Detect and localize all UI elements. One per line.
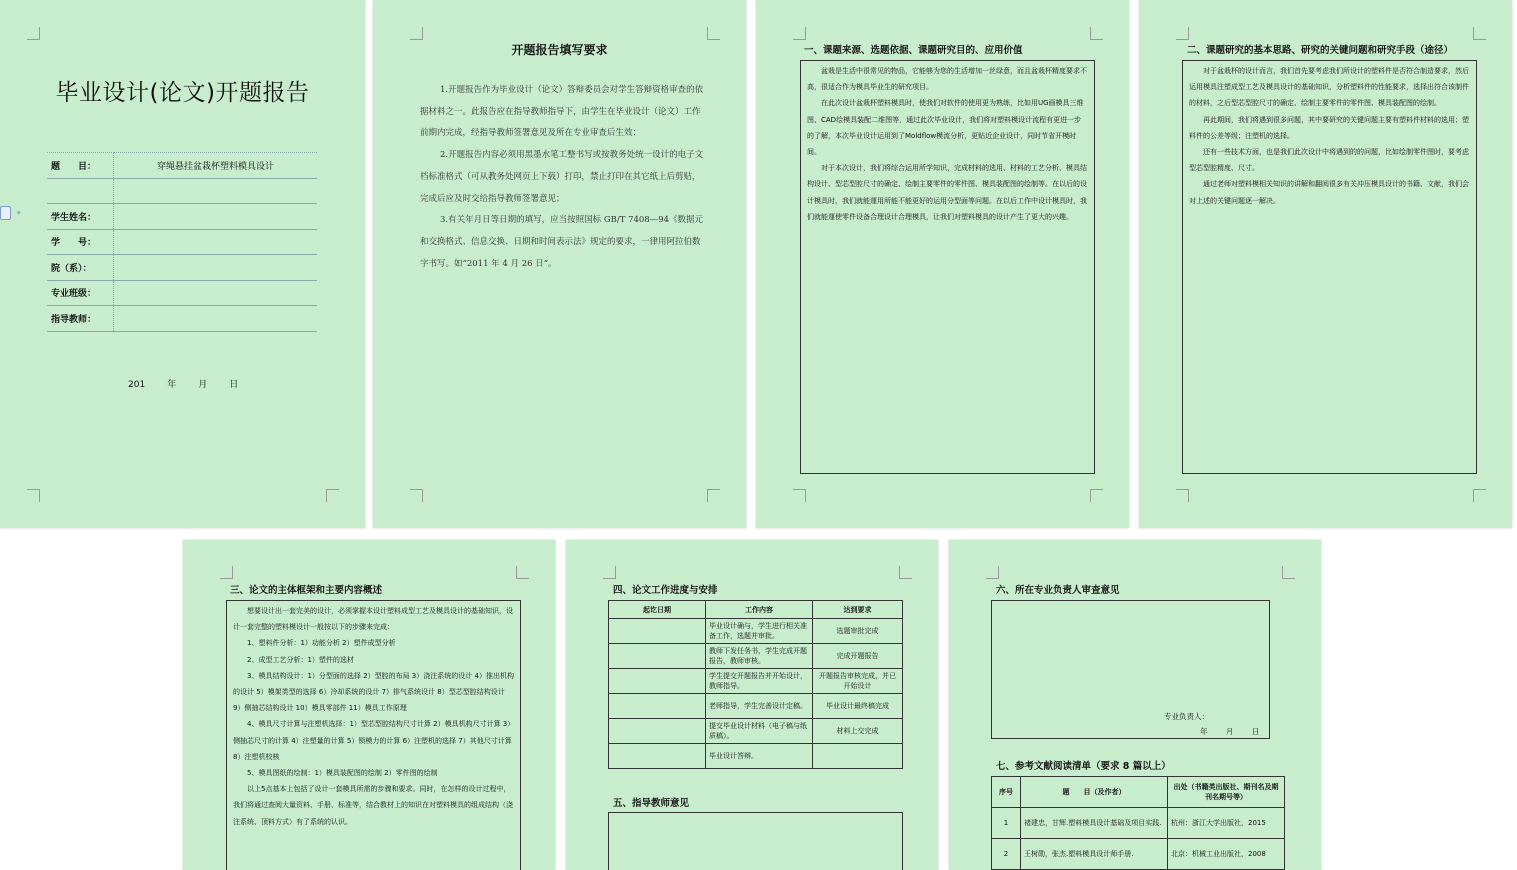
reference-source: 北京：机械工业出版社，2008 (1168, 839, 1285, 870)
page-cover (0, 0, 365, 528)
reference-source: 杭州：浙江大学出版社，2015 (1168, 808, 1285, 839)
schedule-table (608, 600, 903, 769)
section-2-title: 二、课题研究的基本思路、研究的关键问题和研究手段（途径） (1187, 45, 1454, 56)
reference-row (992, 808, 1285, 839)
schedule-goal (813, 744, 903, 769)
cover-field-value[interactable]: 穿绳悬挂盆栽杯塑料模具设计 (114, 153, 318, 179)
schedule-date (609, 669, 706, 694)
review-date: 年 月 日 (1200, 727, 1260, 736)
chevron-down-icon[interactable]: ▾ (17, 209, 21, 217)
schedule-content: 老师指导，学生完善设计定稿。 (706, 694, 813, 719)
schedule-date (609, 644, 706, 669)
cover-field-row (47, 280, 317, 306)
page-section-2 (1139, 0, 1512, 528)
report-title: 毕业设计(论文)开题报告 (55, 80, 310, 106)
cover-field-value[interactable] (114, 306, 318, 332)
col-header-no: 序号 (992, 777, 1021, 808)
crop-mark (27, 27, 40, 40)
cover-field-label (47, 178, 114, 204)
schedule-content: 毕业设计答辩。 (706, 744, 813, 769)
crop-mark (220, 566, 233, 579)
schedule-content: 学生提交开题报告并开始设计，教师指导。 (706, 669, 813, 694)
schedule-row (609, 669, 903, 694)
document-icon[interactable] (0, 206, 11, 220)
schedule-date (609, 694, 706, 719)
col-header-goal: 达到要求 (813, 601, 903, 619)
schedule-content: 教师下发任务书，学生完成开题报告，教师审核。 (706, 644, 813, 669)
crop-mark (1473, 489, 1486, 502)
cover-field-value[interactable] (114, 280, 318, 306)
cover-field-value[interactable] (114, 178, 318, 204)
schedule-content: 毕业设计确与，学生进行相关准备工作，选题并审批。 (706, 619, 813, 644)
crop-mark (793, 27, 806, 40)
schedule-date (609, 744, 706, 769)
crop-mark (516, 566, 529, 579)
page-section-1 (756, 0, 1129, 528)
crop-mark (793, 489, 806, 502)
cover-field-row (47, 204, 317, 230)
schedule-content: 提交毕业设计材料（电子稿与纸质稿）。 (706, 719, 813, 744)
cover-field-value[interactable] (114, 229, 318, 255)
crop-mark (27, 489, 40, 502)
page-section-6 (949, 540, 1321, 870)
crop-mark (326, 489, 339, 502)
schedule-goal: 开题报告审核完成，并已开始设计 (813, 669, 903, 694)
section-1-title: 一、课题来源、选题依据、课题研究目的、应用价值 (804, 45, 1023, 56)
cover-field-row (47, 229, 317, 255)
cover-field-value[interactable] (114, 204, 318, 230)
crop-mark (1176, 489, 1189, 502)
cover-field-label: 指导教师： (47, 306, 114, 332)
crop-mark (1090, 27, 1103, 40)
reference-no: 1 (992, 808, 1021, 839)
schedule-goal: 完成开题报告 (813, 644, 903, 669)
section-6-title: 六、所在专业负责人审查意见 (996, 585, 1120, 596)
section-3-box: 想要设计出一套完美的设计，必须掌握本设计塑料成型工艺及模具设计的基础知识，设计一套完整的塑料模设计一般按以下的步骤来完成： 1、塑料件分析：1）功能分析 2）塑件成型分析 2、成型工艺分析：1）塑件的选材 3、模具结构设计：1）分型面的选择 2）型腔的布局 3）浇注系统的设计 4）推出机构的设计 5）模架类型的选择 6）冷却系统的设计 7）排气系统设计 8）型芯型腔结构设计 9）侧抽芯结构设计 10）模具零部件 11）模具工作原理 4、模具尺寸计算与注塑机选择：1）型芯型腔结构尺寸计算 2）模具机构尺寸计算 3）侧抽芯尺寸的计算 4）注塑量的计算 5）锁模力的计算 6）注塑机的选择 7）其他尺寸计算 8）注塑机校核 5、模具图纸的绘制：1）模具装配图的绘制 2）零件图的绘制 以上5点基本上包括了设计一套模具所需的步骤和要求。同时，在怎样的设计过程中，我们将通过查阅大量资料、手册、标准等，结合教材上的知识在对塑料模具的组成结构（浇注系统、顶料方式）有了系统的认识。 (226, 600, 521, 870)
col-header-content: 工作内容 (706, 601, 813, 619)
crop-mark (707, 27, 720, 40)
schedule-date (609, 719, 706, 744)
crop-mark (986, 566, 999, 579)
cover-date: 201 年 月 日 (128, 380, 239, 390)
schedule-row (609, 744, 903, 769)
page-section-4 (566, 540, 938, 870)
reference-row (992, 839, 1285, 870)
schedule-row (609, 694, 903, 719)
cover-field-label: 学生姓名： (47, 204, 114, 230)
crop-mark (410, 27, 423, 40)
cover-field-row (47, 153, 317, 179)
page-section-3 (183, 540, 555, 870)
cover-info-form (47, 152, 317, 332)
crop-mark (707, 489, 720, 502)
crop-mark (1090, 489, 1103, 502)
cover-field-label: 院（系）： (47, 255, 114, 281)
advisor-opinion-box (608, 812, 903, 870)
signature-label: 专业负责人： (1164, 712, 1209, 721)
crop-mark (603, 566, 616, 579)
cover-field-row (47, 255, 317, 281)
reference-title: 褚建忠，甘辉.塑料模具设计基础及项目实践. (1021, 808, 1168, 839)
page-requirements (373, 0, 746, 528)
schedule-goal: 选题审批完成 (813, 619, 903, 644)
section-3-title: 三、论文的主体框架和主要内容概述 (230, 585, 383, 596)
crop-mark (899, 566, 912, 579)
schedule-row (609, 644, 903, 669)
cover-field-label: 专业班级： (47, 280, 114, 306)
requirements-title: 开题报告填写要求 (511, 43, 608, 57)
cover-field-row (47, 178, 317, 204)
cover-field-label: 学 号： (47, 229, 114, 255)
crop-mark (1176, 27, 1189, 40)
requirements-body: 1.开题报告作为毕业设计（论文）答辩委员会对学生答辩资格审查的依据材料之一。此报告应在指导教师指导下，由学生在毕业设计（论文）工作前期内完成，经指导教师签署意见及所在专业审查后生效； 2.开题报告内容必须用黑墨水笔工整书写或按教务处统一设计的电子文档标准格式（可从教务处网页上下载）打印，禁止打印在其它纸上后剪贴，完成后应及时交给指导教师签署意见； 3.有关年月日等日期的填写，应当按照国标 GB/T 7408—94《数据元和交换格式、信息交换、日期和时间表示法》规定的要求，一律用阿拉伯数字书写。如“2011 年 4 月 26 日”。 (420, 85, 704, 269)
section-1-box: 盆栽是生活中很常见的物品，它能够为您的生活增加一丝绿意，而且盆栽杯精度要求不高，很适合作为模具毕业生的研究项目。 在此次设计盆栽杯塑料模具时，使我们对软件的使用更为熟练，比如用UG画模具三维图、CAD绘模具装配二维图等，通过此次毕业设计，我们将对塑料模设计流程有更进一步的了解，本次毕业设计运用到了Moldflow模流分析，更贴近企业设计，同时节省开模时间。 对于本次设计，我们将综合运用所学知识，完成材料的选用、材料的工艺分析、模具结构设计、型芯型腔尺寸的确定、绘制主要零件的零件图、模具装配图的绘制等。在以后的设计模具时，我们就能運用所能不能更好的运用分型面等问题。在以后工作中设计模具时，我们就能運使零件设备合理设计合理模具，让我们对塑料模具的设计产生了更大的兴趣。 (800, 60, 1095, 474)
section-4-title: 四、论文工作进度与安排 (613, 585, 718, 596)
section-2-box: 对于盆栽杯的设计而言，我们首先要考虑我们所设计的塑料件是否符合制造要求，然后运用模具注塑成型工艺及模具设计的基础知识，分析塑料件的性能要求，选择出符合该制件的材料，之后型芯型腔尺寸的确定、绘制主要零件的零件图、模具装配图的绘制。 再此期间，我们将遇到很多问题，其中要研究的关键问题主要有塑料件材料的选用；塑料件的公差等级；注塑机的选择。 还有一些技术方面，也是我们此次设计中将遇到的的问题，比如绘制零件图时，要考虑型芯型腔精度、尺寸。 通过老师对塑料模相关知识的讲解和翻阅很多有关冲压模具设计的书籍、文献，我们会对上述的关键问题逐一解决。 (1182, 60, 1477, 474)
col-header-date: 起讫日期 (609, 601, 706, 619)
schedule-goal: 材料上交完成 (813, 719, 903, 744)
section-5-title: 五、指导教师意见 (613, 798, 690, 809)
schedule-row (609, 719, 903, 744)
cover-field-label: 题 目： (47, 153, 114, 179)
crop-mark (410, 489, 423, 502)
schedule-goal: 毕业设计最终稿完成 (813, 694, 903, 719)
crop-mark (1282, 566, 1295, 579)
col-header-title: 题 目（及作者） (1021, 777, 1168, 808)
col-header-source: 出处（书籍类出版社、期刊名及期刊名期号等） (1168, 777, 1285, 808)
schedule-row (609, 619, 903, 644)
cover-field-row (47, 306, 317, 332)
cover-field-value[interactable] (114, 255, 318, 281)
schedule-date (609, 619, 706, 644)
reference-title: 王树勋，张杰.塑料模具设计师手册. (1021, 839, 1168, 870)
section-7-title: 七、参考文献阅读清单（要求 8 篇以上） (996, 761, 1171, 772)
crop-mark (1473, 27, 1486, 40)
reference-no: 2 (992, 839, 1021, 870)
department-review-box (991, 600, 1270, 739)
